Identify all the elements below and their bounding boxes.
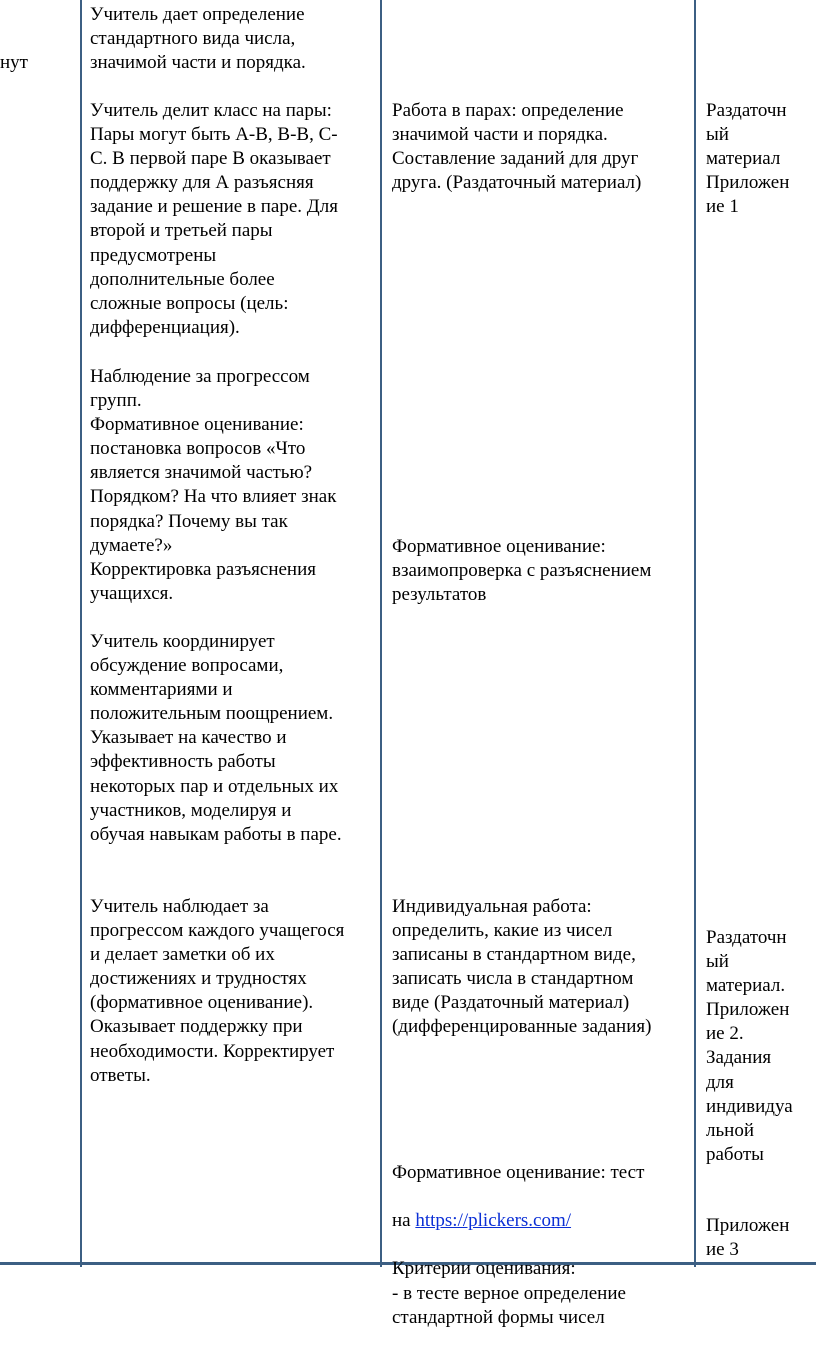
teacher-activity-observation: Наблюдение за прогрессом групп. Формативное оценивание: постановка вопросов «Что является значимой частью? Порядком? На что влияет знак порядка? Почему вы так думаете?» Корректировка разъяснения учащихся.	[90, 366, 337, 604]
resource-appendix-3: Приложен ие 3	[706, 1215, 790, 1261]
resource-appendix-1: Раздаточн ый материал Приложен ие 1	[706, 100, 790, 218]
test-line: Формативное оценивание: тест	[392, 1162, 645, 1184]
student-activity-peer-check: Формативное оценивание: взаимопроверка с разъяснением результатов	[392, 536, 652, 606]
resource-appendix-2: Раздаточн ый материал. Приложен ие 2. Задания для индивидуа льной работы	[706, 927, 793, 1165]
column-border	[694, 0, 696, 1267]
student-activity-pairs: Работа в парах: определение значимой части и порядка. Составление заданий для друг друга. (Раздаточный материал)	[392, 100, 642, 194]
teacher-activity-pairs: Учитель делит класс на пары: Пары могут быть А-В, В-В, С- С. В первой паре В оказывает поддержку для А разъясняя задание и решение в паре. Для второй и третьей пары предусмотрены дополнительные более сложные вопросы (цель: дифференциация).	[90, 100, 338, 338]
student-activity-test	[392, 1137, 644, 1354]
stage-column-fragment: нут	[0, 52, 28, 73]
teacher-activity-individual: Учитель наблюдает за прогрессом каждого учащегося и делает заметки об их достижениях и трудностях (формативное оценивание). Оказывает поддержку при необходимости. Корректирует ответы.	[90, 896, 345, 1086]
teacher-activity-coordination: Учитель координирует обсуждение вопросами, комментариями и положительным поощрением. Указывает на качество и эффективность работы некоторых пар и отдельных их участников, моделируя и обучая навыкам работы в паре.	[90, 631, 342, 845]
column-border	[380, 0, 382, 1267]
column-border	[80, 0, 82, 1267]
teacher-activity-definition: Учитель дает определение стандартного вида числа, значимой части и порядка.	[90, 4, 306, 74]
test-link-prefix: на	[392, 1210, 416, 1232]
test-link-line	[392, 1209, 644, 1233]
student-activity-individual: Индивидуальная работа: определить, какие из чисел записаны в стандартном виде, записать числа в стандартном виде (Раздаточный материал) (дифференцированные задания)	[392, 896, 652, 1038]
assessment-criteria: Критерии оценивания: - в тесте верное определение стандартной формы чисел	[392, 1258, 626, 1328]
plickers-link[interactable]: https://plickers.com/	[415, 1210, 572, 1232]
